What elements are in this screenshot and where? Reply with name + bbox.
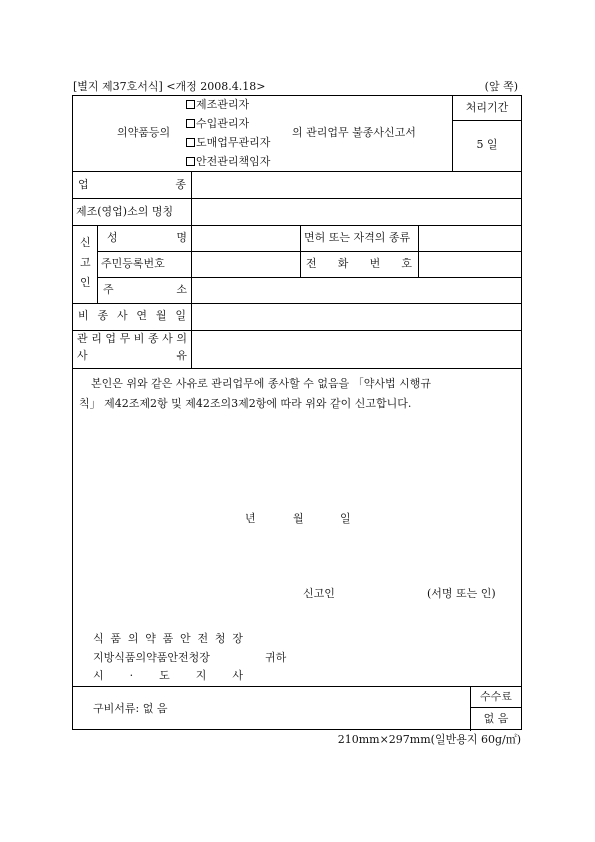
resident-number-label: 주민등록번호 (101, 257, 165, 270)
date-year-label: 년 (245, 512, 256, 525)
name-input[interactable] (192, 226, 299, 251)
reporter-label-3: 인 (80, 276, 91, 289)
fee-value: 없 음 (483, 712, 509, 725)
page-side-label: (앞 쪽) (484, 80, 518, 93)
phone-label: 전 화 번 호 (306, 257, 412, 270)
checkbox-icon (186, 119, 195, 128)
business-type-label: 업 종 (78, 178, 186, 191)
option-manufacturing-manager[interactable]: 제조관리자 (186, 98, 249, 112)
date-month-label: 월 (293, 512, 304, 525)
phone-input[interactable] (419, 252, 522, 277)
reason-label-line1: 관 리 업 무 비 종 사 의 (77, 332, 187, 345)
resident-number-input[interactable] (192, 252, 299, 277)
title-prefix: 의약품등의 (117, 126, 171, 139)
address-input[interactable] (192, 278, 522, 303)
report-form (72, 95, 522, 730)
non-engagement-date-input[interactable] (192, 304, 522, 330)
recipient-line-3: 시 · 도 지 사 (93, 669, 243, 682)
reason-input[interactable] (192, 331, 522, 368)
form-number: [별지 제37호서식] <개정 2008.4.18> (73, 80, 266, 93)
date-day-label: 일 (340, 512, 351, 525)
checkbox-icon (186, 157, 195, 166)
reporter-label-1: 신 (80, 236, 91, 249)
non-engagement-date-label: 비 종 사 연 월 일 (78, 309, 186, 322)
address-label: 주 소 (103, 283, 187, 296)
facility-name-input[interactable] (192, 199, 522, 225)
option-safety-manager[interactable]: 안전관리책임자 (186, 155, 270, 169)
license-type-label: 면허 또는 자격의 종류 (304, 231, 411, 244)
signature-mark: (서명 또는 인) (427, 587, 496, 600)
checkbox-icon (186, 138, 195, 147)
license-type-input[interactable] (419, 226, 522, 251)
reporter-signature-label: 신고인 (303, 587, 335, 600)
checkbox-icon (186, 100, 195, 109)
name-label: 성 명 (107, 231, 187, 244)
reporter-label-2: 고 (80, 256, 91, 269)
statement-line-1: 본인은 위와 같은 사유로 관리업무에 종사할 수 없음을 「약사법 시행규 (91, 377, 431, 390)
processing-period-value: 5 일 (476, 138, 498, 151)
reason-label-line2: 사 유 (77, 349, 187, 362)
option-import-manager[interactable]: 수입관리자 (186, 117, 249, 131)
processing-period-label: 처리기간 (465, 101, 509, 114)
option-wholesale-manager[interactable]: 도매업무관리자 (186, 136, 270, 150)
recipient-line-2: 지방식품의약품안전청장 (93, 651, 210, 664)
recipient-honorific: 귀하 (265, 651, 287, 664)
required-documents: 구비서류: 없 음 (93, 702, 168, 715)
fee-label: 수수료 (480, 690, 512, 703)
business-type-input[interactable] (192, 172, 522, 198)
statement-line-2: 칙」 제42조제2항 및 제42조의3제2항에 따라 위와 같이 신고합니다. (79, 397, 412, 410)
recipient-line-1: 식 품 의 약 품 안 전 청 장 (93, 632, 243, 645)
title-suffix: 의 관리업무 불종사신고서 (292, 126, 416, 139)
facility-name-label: 제조(영업)소의 명칭 (76, 205, 174, 218)
paper-spec: 210mm×297mm(일반용지 60g/㎡) (337, 733, 521, 746)
